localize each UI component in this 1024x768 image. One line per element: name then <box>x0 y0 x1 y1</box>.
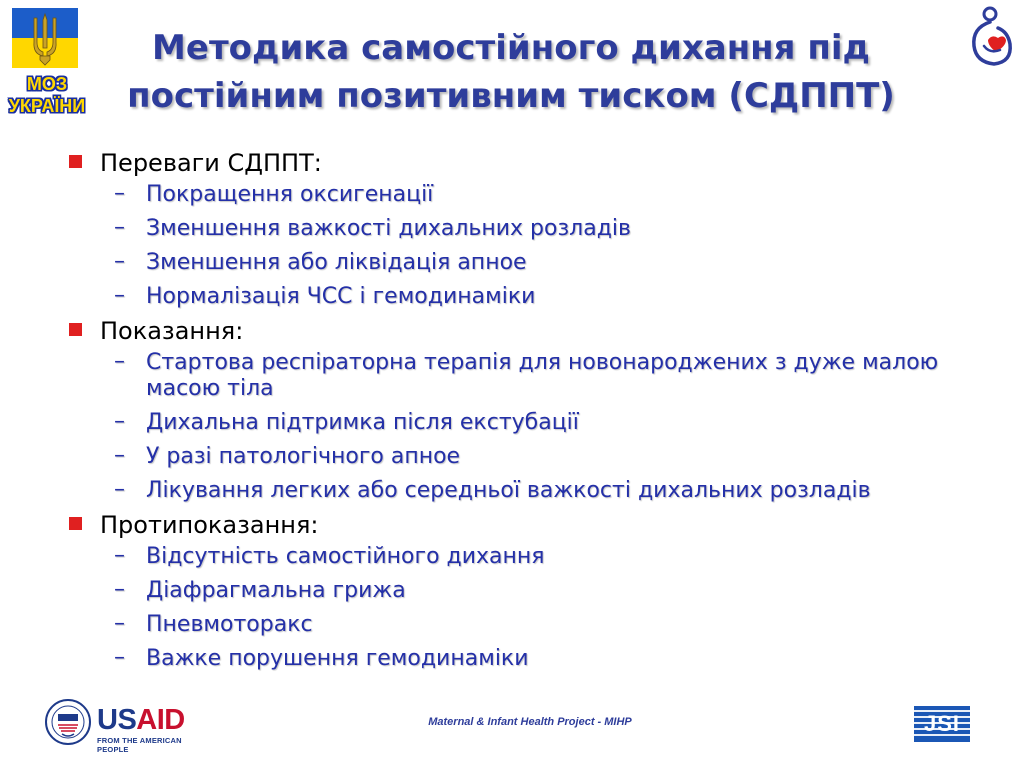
list-item <box>66 216 986 242</box>
mother-child-heart-icon <box>966 4 1018 68</box>
list-item-text: Зменшення важкості дихальних розладів <box>146 216 631 241</box>
list-item <box>66 284 986 310</box>
bullet-list <box>66 146 986 672</box>
list-item <box>66 646 986 672</box>
dash-bullet-icon: – <box>114 577 125 602</box>
list-item-text: Дихальна підтримка після екстубації <box>146 410 579 435</box>
list-item-text: Пневмоторакс <box>146 612 313 637</box>
usaid-logo <box>97 705 209 754</box>
square-bullet-icon <box>69 517 82 530</box>
list-item <box>66 444 986 470</box>
usaid-tagline: FROM THE AMERICAN PEOPLE <box>97 736 182 754</box>
list-item <box>66 478 986 504</box>
slide-title <box>96 24 926 120</box>
section-heading <box>66 146 986 180</box>
ukraine-flag-icon <box>12 8 78 68</box>
section-heading <box>66 508 986 542</box>
footer-project-text: Maternal & Infant Health Project - MIHP <box>428 716 632 728</box>
list-item <box>66 350 986 402</box>
usaid-aid-text: AID <box>136 704 185 736</box>
list-item-text: Діафрагмальна грижа <box>146 578 406 603</box>
list-item <box>66 612 986 638</box>
list-item-text: Зменшення або ліквідація апное <box>146 250 527 275</box>
usaid-us-text: US <box>97 704 137 736</box>
usaid-seal-icon <box>44 698 92 746</box>
list-item-text: У разі патологічного апное <box>146 444 461 469</box>
jsi-logo-text: JSI <box>923 711 961 736</box>
dash-bullet-icon: – <box>114 349 125 374</box>
dash-bullet-icon: – <box>114 645 125 670</box>
list-item-text: Стартова респіраторна терапія для новонароджених з дуже малою масою тіла <box>146 350 939 401</box>
list-item-text: Відсутність самостійного дихання <box>146 544 545 569</box>
square-bullet-icon <box>69 323 82 336</box>
section-heading-text: Протипоказання: <box>100 511 319 539</box>
dash-bullet-icon: – <box>114 249 125 274</box>
list-item-text: Важке порушення гемодинаміки <box>146 646 529 671</box>
section-heading <box>66 314 986 348</box>
moz-ukraine-emblem <box>4 4 90 122</box>
emblem-text-line2: УКРАЇНИ <box>8 96 86 116</box>
list-item-text: Лікування легких або середньої важкості дихальних розладів <box>146 478 871 503</box>
section-heading-text: Показання: <box>100 317 244 345</box>
title-line-1: Методика самостійного дихання під <box>152 28 870 68</box>
section-heading-text: Переваги СДППТ: <box>100 149 322 177</box>
dash-bullet-icon: – <box>114 215 125 240</box>
list-item <box>66 250 986 276</box>
dash-bullet-icon: – <box>114 283 125 308</box>
list-item <box>66 544 986 570</box>
jsi-logo <box>914 706 970 742</box>
dash-bullet-icon: – <box>114 443 125 468</box>
dash-bullet-icon: – <box>114 409 125 434</box>
list-item <box>66 578 986 604</box>
title-line-2: постійним позитивним тиском (СДППТ) <box>127 76 895 116</box>
dash-bullet-icon: – <box>114 181 125 206</box>
list-item <box>66 410 986 436</box>
ukraine-trident-icon <box>30 12 60 66</box>
dash-bullet-icon: – <box>114 611 125 636</box>
square-bullet-icon <box>69 155 82 168</box>
dash-bullet-icon: – <box>114 543 125 568</box>
emblem-text-line1: МОЗ <box>26 74 68 94</box>
list-item-text: Покращення оксигенації <box>146 182 434 207</box>
dash-bullet-icon: – <box>114 477 125 502</box>
list-item-text: Нормалізація ЧСС і гемодинаміки <box>146 284 536 309</box>
list-item <box>66 182 986 208</box>
